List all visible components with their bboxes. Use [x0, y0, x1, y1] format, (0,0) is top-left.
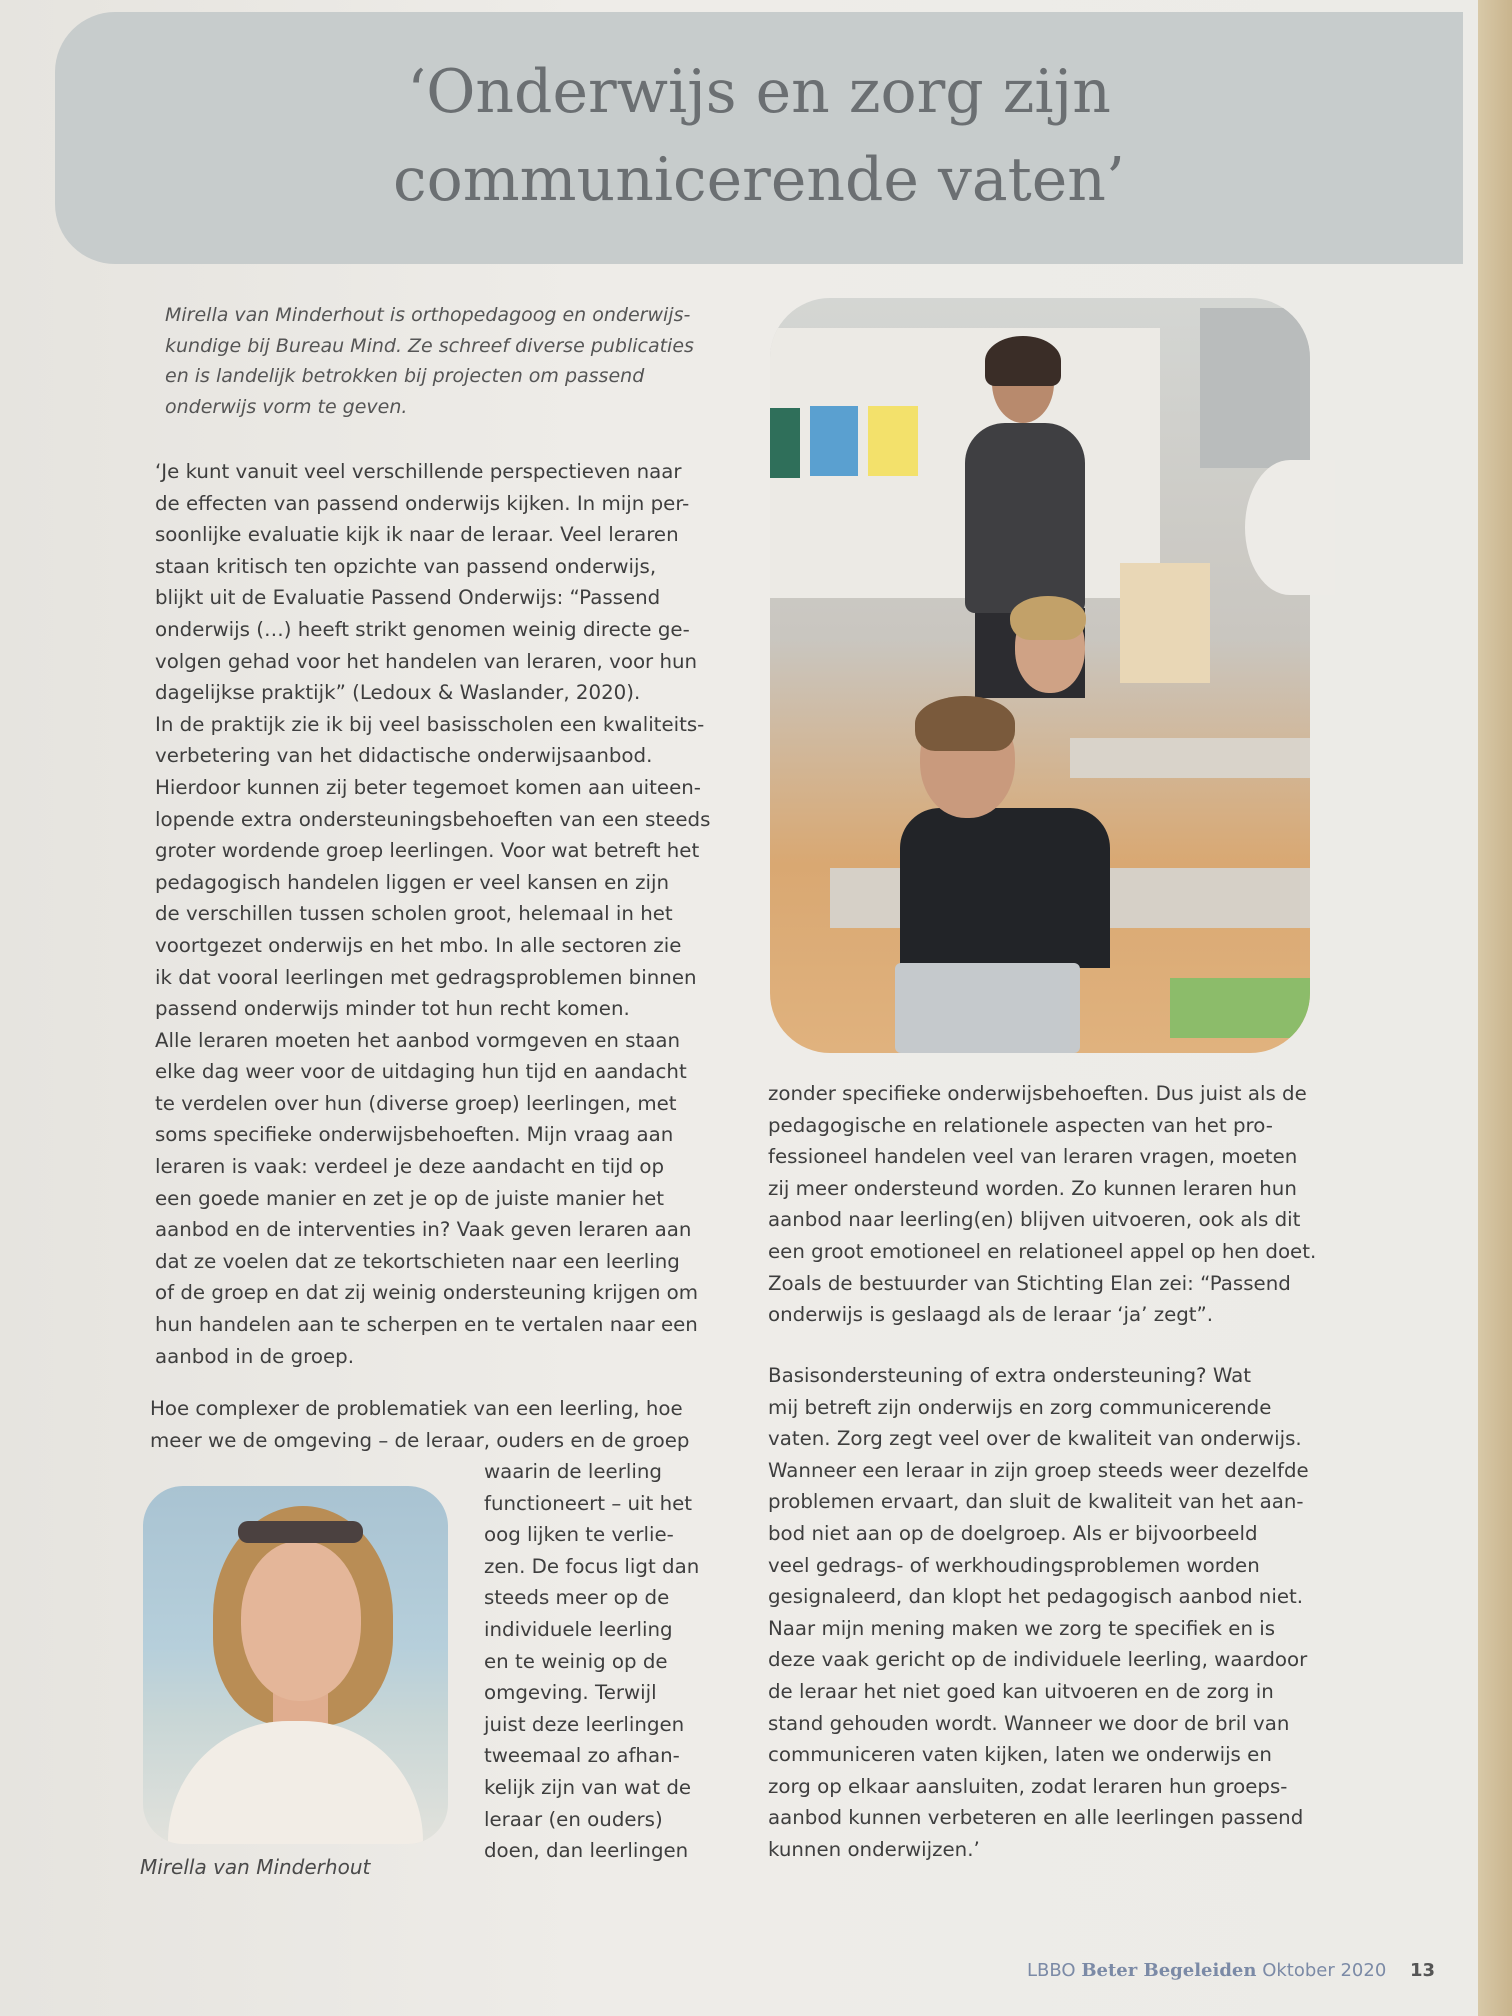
text-line: deze vaak gericht op de individuele leerling, waardoor	[768, 1648, 1308, 1672]
text-line: groter wordende groep leerlingen. Voor wat betreft het	[155, 839, 700, 863]
text-line: Hoe complexer de problematiek van een leerling, hoe	[150, 1397, 683, 1420]
text-line: aanbod en de interventies in? Vaak geven leraren aan	[155, 1218, 692, 1242]
text-line: Hierdoor kunnen zij beter tegemoet komen aan uiteen-	[155, 775, 701, 799]
footer-magazine: Beter Begeleiden	[1081, 1960, 1257, 1981]
footer-publisher: LBBO	[1027, 1960, 1076, 1981]
drawers	[1120, 563, 1210, 683]
body-column-2	[768, 1078, 1318, 1331]
text-line: Wanneer een leraar in zijn groep steeds weer dezelfde	[768, 1458, 1309, 1482]
text-line: de effecten van passend onderwijs kijken. In mijn per-	[155, 491, 690, 515]
poster	[810, 406, 858, 476]
window	[1200, 308, 1310, 468]
text-line: onderwijs (…) heeft strikt genomen weinig directe ge-	[155, 617, 690, 641]
intro-text	[165, 300, 710, 422]
text-line: meer we de omgeving – de leraar, ouders en de groep	[150, 1428, 690, 1452]
intro-line: onderwijs vorm te geven.	[165, 395, 408, 418]
text-line: volgen gehad voor het handelen van leraren, voor hun	[155, 649, 698, 673]
body-column-1-continued	[150, 1393, 710, 1456]
portrait-caption: Mirella van Minderhout	[140, 1855, 371, 1879]
text-line: zorg op elkaar aansluiten, zodat leraren hun groeps-	[768, 1774, 1288, 1798]
text-line: steeds meer op de	[484, 1586, 670, 1610]
text-line: kunnen onderwijzen.’	[768, 1837, 980, 1861]
title-line-1: ‘Onderwijs en zorg zijn	[407, 57, 1111, 127]
text-line: fessioneel handelen veel van leraren vragen, moeten	[768, 1145, 1298, 1169]
text-line: doen, dan leerlingen	[484, 1839, 689, 1863]
text-line: vaten. Zorg zegt veel over de kwaliteit van onderwijs.	[768, 1427, 1302, 1451]
text-line: Naar mijn mening maken we zorg te specifiek en is	[768, 1616, 1276, 1640]
text-line: functioneert – uit het	[484, 1491, 693, 1515]
student-figure	[915, 696, 1015, 751]
teacher-figure	[965, 423, 1085, 613]
text-line: problemen ervaart, dan sluit de kwaliteit van het aan-	[768, 1490, 1304, 1514]
text-line: zonder specifieke onderwijsbehoeften. Dus juist als de	[768, 1082, 1307, 1105]
text-line: pedagogisch handelen liggen er veel kansen en zijn	[155, 870, 670, 894]
text-line: de leraar het niet goed kan uitvoeren en de zorg in	[768, 1679, 1274, 1703]
text-line: een groot emotioneel en relationeel appel op hen doet.	[768, 1239, 1317, 1263]
text-line: zij meer ondersteund worden. Zo kunnen leraren hun	[768, 1176, 1297, 1200]
body-column-1	[155, 456, 715, 1372]
text-line: dat ze voelen dat ze tekortschieten naar een leerling	[155, 1249, 680, 1273]
intro-line: en is landelijk betrokken bij projecten om passend	[165, 365, 645, 387]
text-line: soonlijke evaluatie kijk ik naar de leraar. Veel leraren	[155, 523, 679, 547]
text-line: ‘Je kunt vanuit veel verschillende perspectieven naar	[155, 460, 682, 483]
text-line: gesignaleerd, dan klopt het pedagogisch aanbod niet.	[768, 1585, 1304, 1609]
text-line: waarin de leerling	[484, 1460, 662, 1483]
text-line: individuele leerling	[484, 1617, 673, 1641]
text-line: zen. De focus ligt dan	[484, 1554, 700, 1578]
text-line: mij betreft zijn onderwijs en zorg communicerende	[768, 1395, 1272, 1419]
student-figure	[900, 808, 1110, 968]
photo-cutout	[1245, 460, 1335, 595]
text-line: bod niet aan op de doelgroep. Als er bijvoorbeeld	[768, 1521, 1258, 1545]
text-line: aanbod naar leerling(en) blijven uitvoeren, ook als dit	[768, 1208, 1301, 1232]
poster	[770, 408, 800, 478]
text-line: te verdelen over hun (diverse groep) leerlingen, met	[155, 1091, 677, 1115]
portrait-face	[241, 1541, 361, 1701]
text-line: tweemaal zo afhan-	[484, 1744, 680, 1768]
text-line: dagelijkse praktijk” (Ledoux & Waslander, 2020).	[155, 681, 641, 705]
text-line: communiceren vaten kijken, laten we onderwijs en	[768, 1743, 1272, 1767]
desk	[1070, 738, 1310, 778]
text-line: veel gedrags- of werkhoudingsproblemen worden	[768, 1553, 1260, 1577]
page-footer	[1027, 1960, 1386, 1981]
body-column-1-wrap	[484, 1456, 704, 1867]
classroom-photo	[770, 298, 1310, 1053]
text-line: en te weinig op de	[484, 1649, 668, 1673]
text-line: juist deze leerlingen	[484, 1712, 685, 1736]
text-line: blijkt uit de Evaluatie Passend Onderwijs: “Passend	[155, 586, 661, 610]
sunglasses-icon	[238, 1521, 363, 1543]
text-line: soms specifieke onderwijsbehoeften. Mijn vraag aan	[155, 1123, 674, 1147]
text-line: In de praktijk zie ik bij veel basisscholen een kwaliteits-	[155, 712, 705, 736]
portrait-shoulders	[168, 1721, 423, 1844]
text-line: oog lijken te verlie-	[484, 1523, 674, 1547]
text-line: aanbod kunnen verbeteren en alle leerlingen passend	[768, 1806, 1304, 1830]
article-title	[55, 48, 1463, 224]
text-line: Zoals de bestuurder van Stichting Elan zei: “Passend	[768, 1271, 1291, 1295]
page-edge	[1478, 0, 1512, 2016]
intro-line: kundige bij Bureau Mind. Ze schreef diverse publicaties	[165, 334, 694, 357]
footer-issue: Oktober 2020	[1262, 1960, 1387, 1981]
text-line: pedagogische en relationele aspecten van het pro-	[768, 1113, 1273, 1137]
text-line: of de groep en dat zij weinig ondersteuning krijgen om	[155, 1281, 699, 1305]
text-line: kelijk zijn van wat de	[484, 1775, 692, 1799]
teacher-figure	[985, 336, 1061, 386]
text-line: lopende extra ondersteuningsbehoeften van een steeds	[155, 807, 711, 831]
text-line: ik dat vooral leerlingen met gedragsproblemen binnen	[155, 965, 697, 989]
green-book	[1170, 978, 1310, 1038]
text-line: Alle leraren moeten het aanbod vormgeven en staan	[155, 1028, 681, 1052]
text-line: stand gehouden wordt. Wanneer we door de bril van	[768, 1711, 1290, 1735]
text-line: passend onderwijs minder tot hun recht komen.	[155, 997, 630, 1021]
author-portrait	[143, 1486, 448, 1844]
student-figure	[1010, 596, 1086, 640]
text-line: onderwijs is geslaagd als de leraar ‘ja’ zegt”.	[768, 1303, 1214, 1327]
text-line: elke dag weer voor de uitdaging hun tijd en aandacht	[155, 1060, 687, 1084]
text-line: aanbod in de groep.	[155, 1344, 354, 1368]
text-line: de verschillen tussen scholen groot, helemaal in het	[155, 902, 673, 926]
intro-line: Mirella van Minderhout is orthopedagoog en onderwijs-	[165, 304, 691, 326]
chair	[895, 963, 1080, 1053]
text-line: staan kritisch ten opzichte van passend onderwijs,	[155, 554, 657, 578]
title-line-2: communicerende vaten’	[393, 145, 1125, 215]
page-number: 13	[1410, 1960, 1436, 1981]
text-line: voortgezet onderwijs en het mbo. In alle sectoren zie	[155, 933, 682, 957]
poster	[868, 406, 918, 476]
text-line: leraren is vaak: verdeel je deze aandacht en tijd op	[155, 1155, 665, 1179]
text-line: leraar (en ouders)	[484, 1807, 663, 1831]
text-line: een goede manier en zet je op de juiste manier het	[155, 1186, 665, 1210]
body-column-2-continued	[768, 1360, 1318, 1866]
text-line: Basisondersteuning of extra ondersteuning? Wat	[768, 1364, 1252, 1387]
text-line: verbetering van het didactische onderwijsaanbod.	[155, 744, 653, 768]
text-line: hun handelen aan te scherpen en te vertalen naar een	[155, 1313, 698, 1337]
text-line: omgeving. Terwijl	[484, 1681, 657, 1705]
